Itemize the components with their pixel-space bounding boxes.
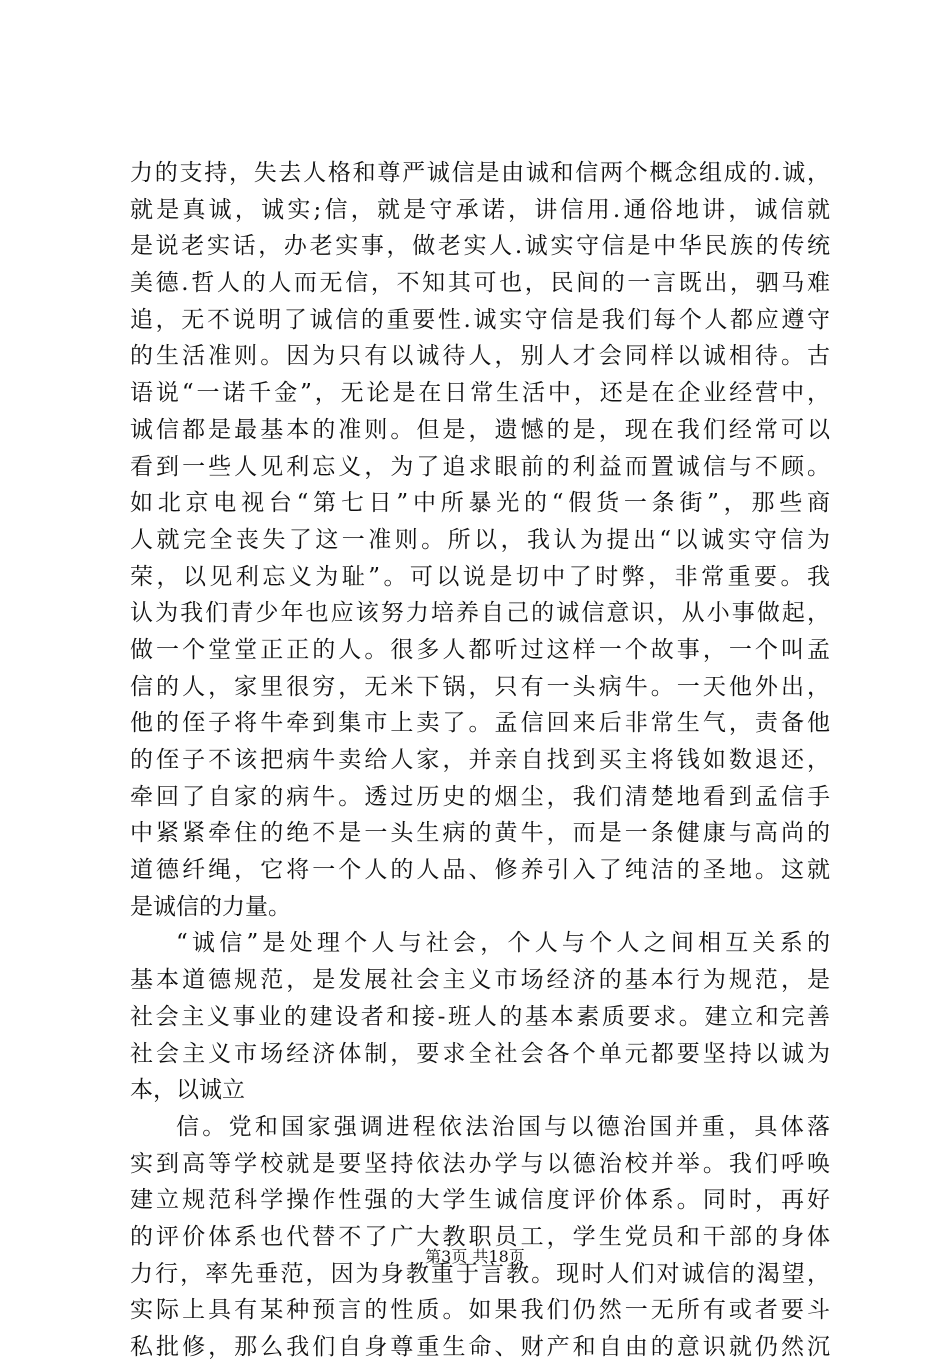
text-line: 中紧紧牵住的绝不是一头生病的黄牛，而是一条健康与高尚的 bbox=[130, 820, 830, 847]
text-line: 的侄子不该把病牛卖给人家，并亲自找到买主将钱如数退还， bbox=[130, 747, 830, 773]
text-line: 是说老实话，办老实事，做老实人.诚实守信是中华民族的传统 bbox=[130, 233, 830, 260]
text-line: 做一个堂堂正正的人。很多人都听过这样一个故事，一个叫孟 bbox=[130, 636, 830, 663]
text-line: “诚信”是处理个人与社会，个人与个人之间相互关系的 bbox=[176, 930, 830, 957]
text-line: 诚信都是最基本的准则。但是，遗憾的是，现在我们经常可以 bbox=[130, 416, 830, 443]
text-line: 人就完全丧失了这一准则。所以，我认为提出“以诚实守信为 bbox=[130, 526, 830, 553]
text-line: 社会主义事业的建设者和接-班人的基本素质要求。建立和完善 bbox=[130, 1003, 830, 1030]
text-line: 实到高等学校就是要坚持依法办学与以德治校并举。我们呼唤 bbox=[130, 1150, 830, 1177]
text-line: 他的侄子将牛牵到集市上卖了。孟信回来后非常生气，责备他 bbox=[130, 710, 830, 737]
text-line: 信。党和国家强调进程依法治国与以德治国并重，具体落 bbox=[176, 1113, 830, 1140]
text-line: 力的支持，失去人格和尊严诚信是由诚和信两个概念组成的.诚， bbox=[130, 160, 830, 186]
text-line: 信的人，家里很穷，无米下锅，只有一头病牛。一天他外出， bbox=[130, 673, 830, 700]
page-number-footer: 第3页 共18页 bbox=[425, 1247, 525, 1266]
text-line: 牵回了自家的病牛。透过历史的烟尘，我们清楚地看到孟信手 bbox=[130, 783, 830, 810]
text-line: 认为我们青少年也应该努力培养自己的诚信意识，从小事做起， bbox=[130, 600, 830, 627]
text-line: 追，无不说明了诚信的重要性.诚实守信是我们每个人都应遵守 bbox=[130, 306, 830, 333]
text-line: 就是真诚，诚实;信，就是守承诺，讲信用.通俗地讲，诚信就 bbox=[130, 196, 830, 223]
text-line: 的生活准则。因为只有以诚待人，别人才会同样以诚相待。古 bbox=[130, 343, 830, 370]
text-line: 社会主义市场经济体制，要求全社会各个单元都要坚持以诚为 bbox=[130, 1040, 830, 1067]
text-line: 是诚信的力量。 bbox=[130, 893, 291, 920]
text-line: 看到一些人见利忘义，为了追求眼前的利益而置诚信与不顾。 bbox=[130, 453, 830, 480]
text-line: 如北京电视台“第七日”中所暴光的“假货一条街”，那些商 bbox=[130, 490, 830, 517]
text-line: 私批修，那么我们自身尊重生命、财产和自由的意识就仍然沉 bbox=[130, 1334, 830, 1360]
text-line: 荣，以见利忘义为耻”。可以说是切中了时弊，非常重要。我 bbox=[130, 563, 830, 590]
text-line: 实际上具有某种预言的性质。如果我们仍然一无所有或者要斗 bbox=[130, 1297, 830, 1324]
body-text bbox=[130, 155, 830, 1366]
text-line: 语说“一诺千金”，无论是在日常生活中，还是在企业经营中， bbox=[130, 380, 830, 407]
text-line: 的评价体系也代替不了广大教职员工，学生党员和干部的身体 bbox=[130, 1223, 830, 1250]
text-line: 力行，率先垂范，因为身教重于言教。现时人们对诚信的渴望， bbox=[130, 1260, 830, 1287]
text-line: 本，以诚立 bbox=[130, 1077, 245, 1104]
text-line: 基本道德规范，是发展社会主义市场经济的基本行为规范，是 bbox=[130, 967, 830, 994]
text-line: 建立规范科学操作性强的大学生诚信度评价体系。同时，再好 bbox=[130, 1187, 830, 1214]
text-line: 美德.哲人的人而无信，不知其可也，民间的一言既出，驷马难 bbox=[130, 270, 830, 297]
text-line: 道德纤绳，它将一个人的人品、修养引入了纯洁的圣地。这就 bbox=[130, 857, 830, 884]
